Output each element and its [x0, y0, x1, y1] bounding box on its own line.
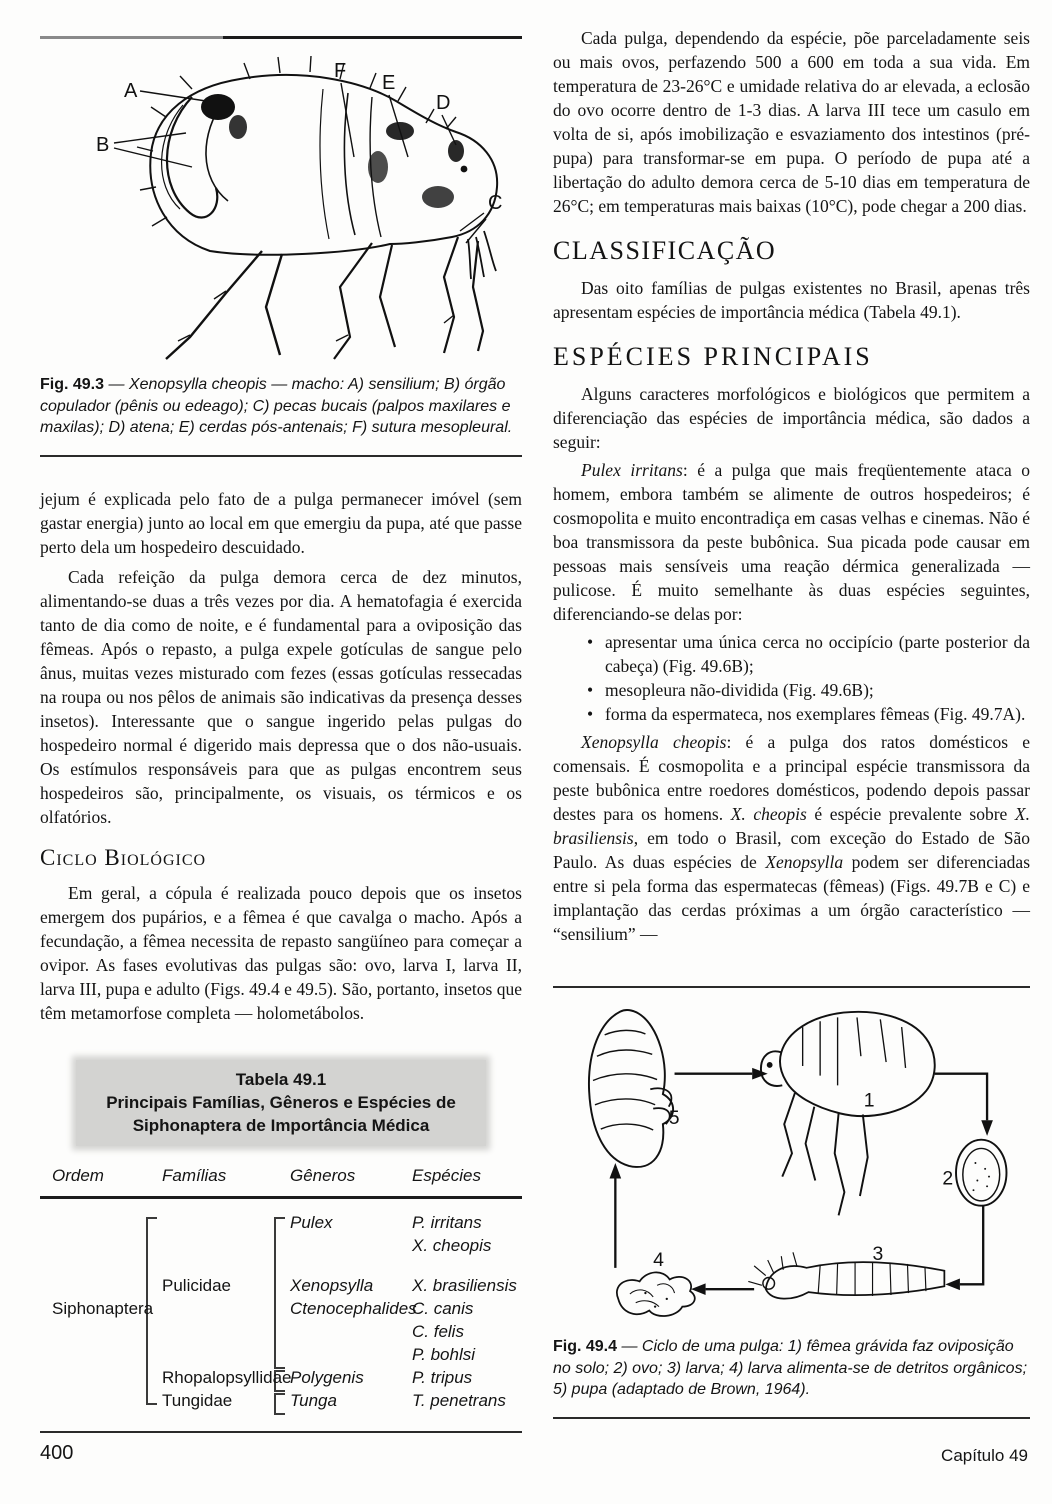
fig3-label-b: B [96, 134, 110, 156]
paragraph: Cada refeição da pulga demora cerca de dez minutos, alimentando-se duas a três vezes por dia. A hematofagia é exercida tanto de dia como de noite, e é fundamental para a oviposição das fêmeas. Após o repasto, a pulga expele gotículas de sangue pelo ânus, muitas vezes misturado com fezes (essas gotículas ressecadas na roupa ou nos pêlos de animais são indicativas da presença desses insetos). Interessante que o sangue ingerido pelas pulgas do hospedeiro normal é digerido mais depressa que o dos não-usuais. Os estímulos responsáveis para que as pulgas encontrem seus hospedeiros são, principalmente, os visuais, os térmicos e os olfatórios. [40, 566, 522, 827]
fig4-number-3: 3 [872, 1243, 884, 1266]
right-column [553, 26, 1030, 950]
table-cell-genus: Xenopsylla [290, 1276, 374, 1295]
paragraph: Pulex irritans: é a pulga que mais freqüentemente ataca o homem, embora também se alimente de outros hospedeiros; é cosmopolita e muito encontradiça em casas velhas e cinemas. Não é boa transmissora da peste bubônica. Sua picada pode causar em pessoas mais sensíveis uma reação dérmica generalizada — pulicose. É muito semelhante às duas espécies seguintes, diferenciando-se delas por: [553, 460, 1030, 624]
table-cell-species: P. bohlsi [412, 1345, 476, 1364]
fig4-top-rule [553, 986, 1030, 988]
fig4-caption: Fig. 49.4 — Ciclo de uma pulga: 1) fêmea grávida faz oviposição no solo; 2) ovo; 3) larva; 4) larva alimenta-se de detritos orgânicos; 5) pupa (adaptado de Brown, 1964). [553, 1338, 1028, 1398]
table-cell-genus: Tunga [290, 1391, 337, 1410]
table-header-row [40, 1166, 522, 1192]
table-cell-species: X. cheopis [412, 1236, 492, 1255]
fig3-label-e: E [382, 72, 396, 94]
paragraph: Das oito famílias de pulgas existentes no Brasil, apenas três apresentam espécies de importância médica (Tabela 49.1). [553, 278, 1030, 322]
paragraph: Cada pulga, dependendo da espécie, põe parceladamente seis ou mais ovos, perfazendo 500 a 600 em toda a sua vida. Em temperatura de 23-26°C e umidade relativa do ar elevada, a eclosão do ovo ocorre dentro de 1-3 dias. A larva III tece um casulo em volta de si, após imobilização e esvaziamento dos intestinos (pré-pupa) para transformar-se em pupa. O período de pupa até a libertação do adulto demora cerca de 5-10 dias em temperatura de 26°C; em temperaturas mais baixas (10°C), pode chegar a 200 dias. [553, 28, 1030, 216]
table-cell-family: Tungidae [162, 1391, 233, 1410]
fig4-number-2: 2 [942, 1167, 954, 1190]
section-heading-ciclo-biologico: Ciclo Biológico [40, 844, 207, 870]
fig4-number-5: 5 [668, 1107, 680, 1130]
fig-49-4-life-cycle-illustration [553, 998, 1030, 1328]
section-heading-classificacao: CLASSIFICAÇÃO [553, 236, 777, 265]
table-title-line3: Siphonaptera de Importância Médica [132, 1116, 430, 1135]
table-header-rule [40, 1196, 522, 1199]
bullet-item: • apresentar uma única cerca no occipício (parte posterior da cabeça) (Fig. 49.6B); [583, 630, 1030, 678]
paragraph: Alguns caracteres morfológicos e biológicos que permitem a diferenciação das espécies de importância médica, são dados a seguir: [553, 384, 1030, 452]
larva-drawing [748, 1252, 944, 1298]
fig3-label-c: C [488, 192, 503, 214]
table-cell-genus: Ctenocephalides [290, 1299, 417, 1318]
fig3-bottom-rule [40, 455, 522, 457]
table-title-line2: Principais Famílias, Gêneros e Espécies de [106, 1093, 456, 1112]
column-header-ordem: Ordem [52, 1166, 104, 1185]
table-cell-species: C. canis [412, 1299, 474, 1318]
fig3-label-f: F [334, 60, 347, 82]
table-cell-species: P. irritans [412, 1213, 482, 1232]
table-bottom-rule [40, 1431, 522, 1433]
table-cell-genus: Pulex [290, 1213, 333, 1232]
bullet-item: • forma da espermateca, nos exemplares fêmeas (Fig. 49.7A). [583, 702, 1030, 726]
table-title-line1: Tabela 49.1 [235, 1070, 327, 1089]
adult-flea-drawing [761, 1012, 935, 1216]
fig4-number-1: 1 [863, 1089, 875, 1112]
paragraph: Em geral, a cópula é realizada pouco depois que os insetos emergem dos pupários, e a fêmea é que cavalga o macho. Após a fecundação, a fêmea necessita de repasto sangüíneo para começar a ovipor. As fases evolutivas das pulgas são: ovo, larva I, larva II, larva III, pupa e adulto (Figs. 49.4 e 49.5). São, portanto, insetos que têm metamorfose completa — holometábolos. [40, 882, 522, 1023]
bullet-item: • mesopleura não-dividida (Fig. 49.6B); [583, 678, 1030, 702]
fig4-number-4: 4 [653, 1248, 664, 1271]
table-cell-species: X. brasiliensis [412, 1276, 517, 1295]
page-number: 400 [40, 1442, 74, 1464]
column-header-familias: Famílias [162, 1166, 227, 1185]
detritus-drawing [617, 1272, 695, 1316]
fig3-caption: Fig. 49.3 — Xenopsylla cheopis — macho: A) sensilium; B) órgão copulador (pênis ou edeago); C) pecas bucais (palpos maxilares e maxilas); D) atena; E) cerdas pós-antenais; F) sutura mesopleural. [40, 376, 513, 436]
table-cell-species: T. penetrans [412, 1391, 506, 1410]
tungidae-bracket [274, 1393, 285, 1415]
section-heading-especies-principais: ESPÉCIES PRINCIPAIS [553, 342, 873, 371]
table-cell-family: Pulicidae [162, 1276, 231, 1295]
pupa-drawing [589, 1010, 673, 1167]
fig-49-4-block [553, 986, 1030, 1419]
chapter-label: Capítulo 49 [941, 1446, 1028, 1465]
table-title-block [76, 1060, 486, 1146]
table-cell-genus: Polygenis [290, 1368, 364, 1387]
bullet-list [553, 630, 1030, 726]
column-header-generos: Gêneros [290, 1166, 356, 1185]
left-column [40, 0, 522, 1029]
table-cell-species: P. tripus [412, 1368, 473, 1387]
table-cell-order: Siphonaptera [52, 1299, 154, 1318]
fig3-label-a: A [124, 80, 138, 102]
table-cell-species: C. felis [412, 1322, 464, 1341]
column-header-especies: Espécies [412, 1166, 481, 1185]
fig4-bottom-rule [553, 1417, 1030, 1419]
fig3-label-d: D [436, 92, 451, 114]
egg-drawing [956, 1140, 1006, 1206]
pulicidae-bracket [274, 1217, 285, 1369]
paragraph: Xenopsylla cheopis: é a pulga dos ratos domésticos e comensais. É cosmopolita e a principal espécie transmissora da peste bubônica entre roedores domésticos, podendo depois passar destes para os homens. X. cheopis é espécie prevalente sobre X. brasiliensis, em todo o Brasil, com exceção do Estado de São Paulo. As duas espécies de Xenopsylla podem ser diferenciadas entre si pela forma das espermatecas (fêmeas) (Figs. 49.7B e C) e implantação das cerdas próximas a um órgão característico — “sensilium” — [553, 732, 1031, 944]
cycle-arrows [610, 1068, 993, 1295]
table-cell-family: Rhopalopsyllidae [162, 1368, 292, 1387]
paragraph: jejum é explicada pelo fato de a pulga permanecer imóvel (sem gastar energia) junto ao local em que emergiu da pupa, até que passe perto dela um hospedeiro descuidado. [40, 488, 522, 557]
tabela-49-1 [40, 1060, 522, 1433]
table-body [40, 1211, 522, 1423]
fig-49-3-flea-illustration [40, 39, 522, 361]
